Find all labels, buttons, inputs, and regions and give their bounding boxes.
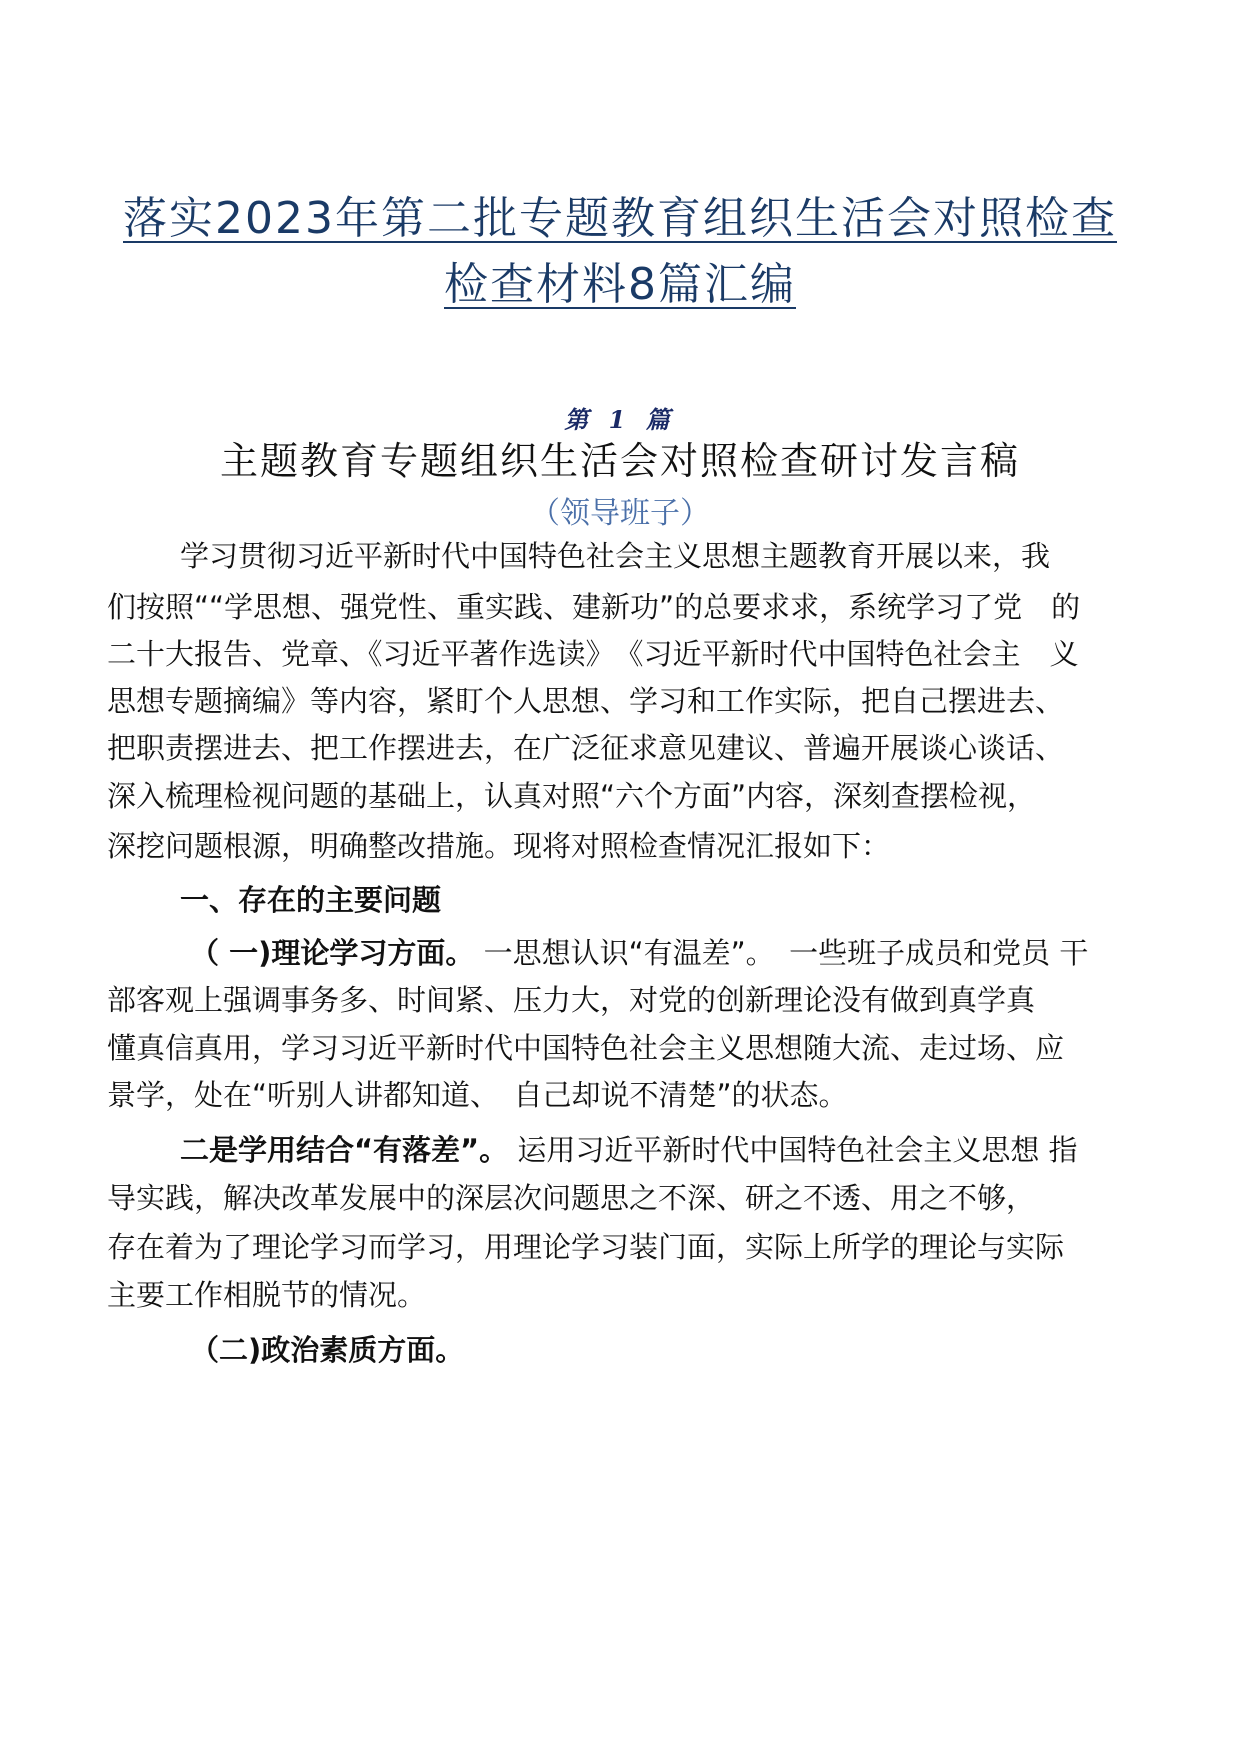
subsection-1-text: 一思想认识“有温差”。 一些班子成员和党员 干	[474, 936, 1089, 970]
point-2-label: 二是学用结合“有落差”。	[180, 1133, 509, 1167]
section-heading: 一、存在的主要问题	[180, 883, 442, 917]
document-title-line1: 落实2023年第二批专题教育组织生活会对照检查	[123, 193, 1117, 244]
article-subtitle: （领导班子）	[530, 496, 710, 531]
article-title: 主题教育专题组织生活会对照检查研讨发言稿	[219, 439, 1020, 483]
subsection-1-first-line	[190, 933, 1088, 973]
article-number: 第 1 篇	[564, 405, 676, 434]
point-2-first-line	[180, 1130, 1078, 1170]
point-2-text: 运用习近平新时代中国特色社会主义思想 指	[508, 1133, 1078, 1167]
intro-line: 思想专题摘编》等内容，紧盯个人思想、学习和工作实际，把自己摆进去、	[107, 684, 1065, 718]
intro-line: 深挖问题根源，明确整改措施。现将对照检查情况汇报如下：	[107, 829, 891, 863]
point-2-line: 导实践，解决改革发展中的深层次问题思之不深、研之不透、用之不够，	[107, 1181, 1036, 1215]
document-title-line2: 检查材料8篇汇编	[444, 259, 796, 310]
subsection-1-line: 部客观上强调事务多、时间紧、压力大，对党的创新理论没有做到真学真	[107, 983, 1036, 1017]
subsection-2-label: （二)政治素质方面。	[190, 1333, 465, 1367]
intro-line: 深入梳理检视问题的基础上，认真对照“六个方面”内容，深刻查摆检视，	[107, 779, 1037, 813]
subsection-1-line: 景学，处在“听别人讲都知道、 自己却说不清楚”的状态。	[107, 1078, 848, 1112]
point-2-line: 存在着为了理论学习而学习，用理论学习装门面，实际上所学的理论与实际	[107, 1230, 1065, 1264]
intro-line: 学习贯彻习近平新时代中国特色社会主义思想主题教育开展以来，我	[180, 539, 1051, 573]
subsection-1-label: （ 一)理论学习方面。	[190, 936, 475, 970]
subsection-1-line: 懂真信真用，学习习近平新时代中国特色社会主义思想随大流、走过场、应	[107, 1031, 1065, 1065]
intro-line: 把职责摆进去、把工作摆进去，在广泛征求意见建议、普遍开展谈心谈话、	[107, 731, 1065, 765]
point-2-line: 主要工作相脱节的情况。	[107, 1278, 427, 1312]
intro-line: 二十大报告、党章、《习近平著作选读》 《习近平新时代中国特色社会主 义	[107, 637, 1079, 671]
intro-line: 们按照““学思想、强党性、重实践、建新功”的总要求求，系统学习了党 的	[107, 590, 1081, 624]
